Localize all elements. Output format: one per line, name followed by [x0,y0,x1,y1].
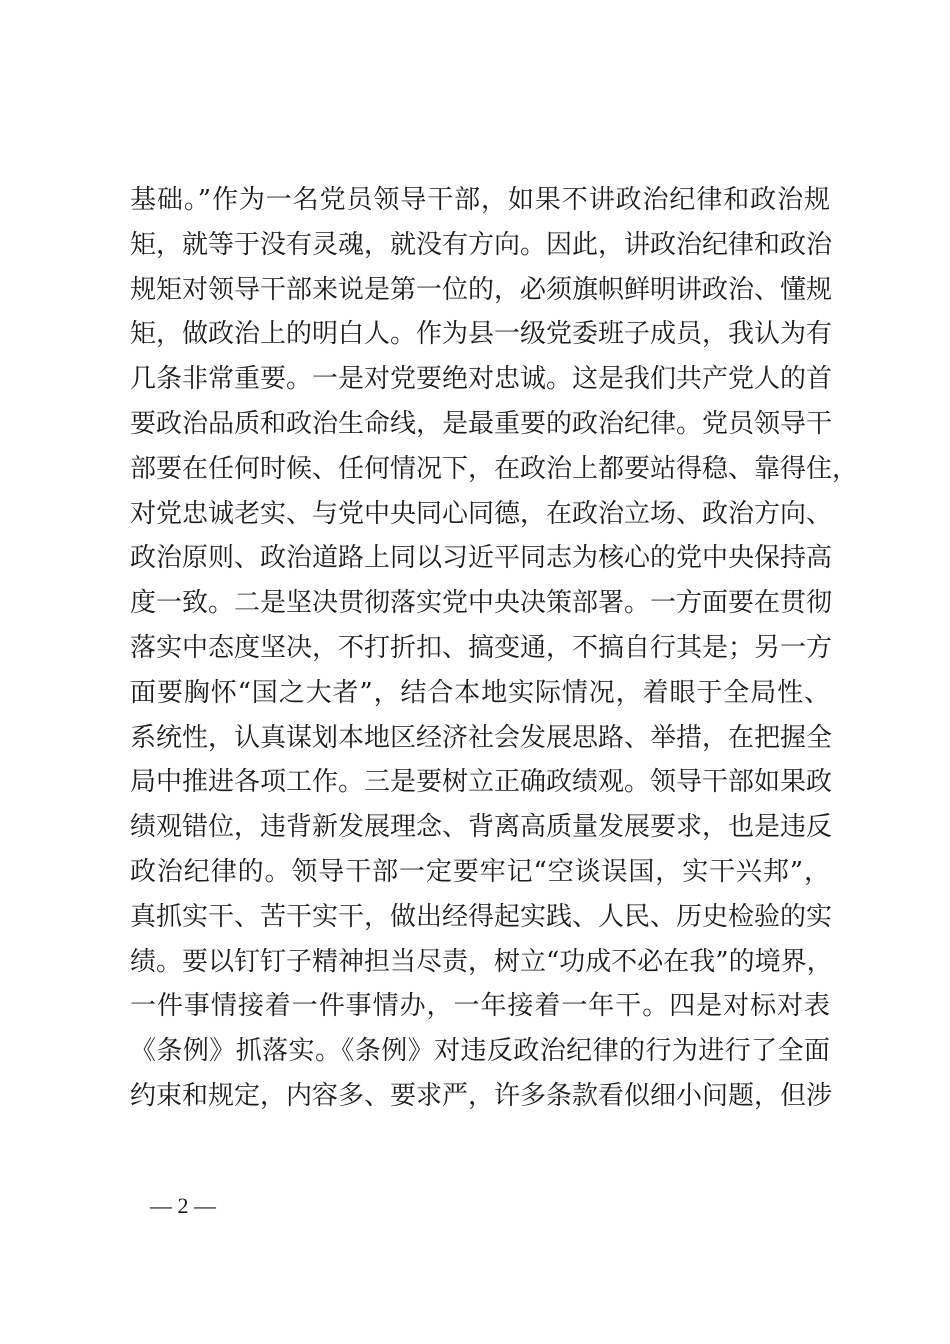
text-line: 政治原则、政治道路上同以习近平同志为核心的党中央保持高 [130,543,833,574]
text-line: 局中推进各项工作。三是要树立正确政绩观。领导干部如果政 [130,767,833,798]
text-line: 《条例》抓落实。《条例》对违反政治纪律的行为进行了全面 [130,1036,830,1067]
text-line: 政治纪律的。领导干部一定要牢记“空谈误国，实干兴邦”， [130,856,830,887]
text-line: 对党忠诚老实、与党中央同心同德，在政治立场、政治方向、 [130,498,833,529]
text-line: 系统性，认真谋划本地区经济社会发展思路、举措，在把握全 [130,722,833,753]
text-line: 规矩对领导干部来说是第一位的，必须旗帜鲜明讲政治、懂规 [130,274,833,305]
text-line: 面要胸怀“国之大者”，结合本地实际情况，着眼于全局性、 [130,677,830,708]
text-line: 绩观错位，违背新发展理念、背离高质量发展要求，也是违反 [130,812,833,843]
text-line: 真抓实干、苦干实干，做出经得起实践、人民、历史检验的实 [130,901,833,932]
text-line: 度一致。二是坚决贯彻落实党中央决策部署。一方面要在贯彻 [130,588,833,619]
text-line: 部要在任何时候、任何情况下，在政治上都要站得稳、靠得住， [130,453,859,484]
text-line: 矩，做政治上的明白人。作为县一级党委班子成员，我认为有 [130,319,833,350]
body-paragraph [130,178,859,1119]
text-line: 落实中态度坚决，不打折扣、搞变通，不搞自行其是；另一方 [130,632,833,663]
text-line: 矩，就等于没有灵魂，就没有方向。因此，讲政治纪律和政治 [130,229,833,260]
text-line: 约束和规定，内容多、要求严，许多条款看似细小问题，但涉 [130,1080,833,1111]
text-line: 一件事情接着一件事情办，一年接着一年干。四是对标对表 [130,991,830,1022]
text-line: 基础。”作为一名党员领导干部，如果不讲政治纪律和政治规 [130,185,830,215]
text-line: 要政治品质和政治生命线，是最重要的政治纪律。党员领导干 [130,408,833,439]
text-line: 绩。要以钉钉子精神担当尽责，树立“功成不必在我”的境界， [130,946,833,977]
text-line: 几条非常重要。一是对党要绝对忠诚。这是我们共产党人的首 [130,364,833,395]
page-number: — 2 — [150,1193,216,1218]
